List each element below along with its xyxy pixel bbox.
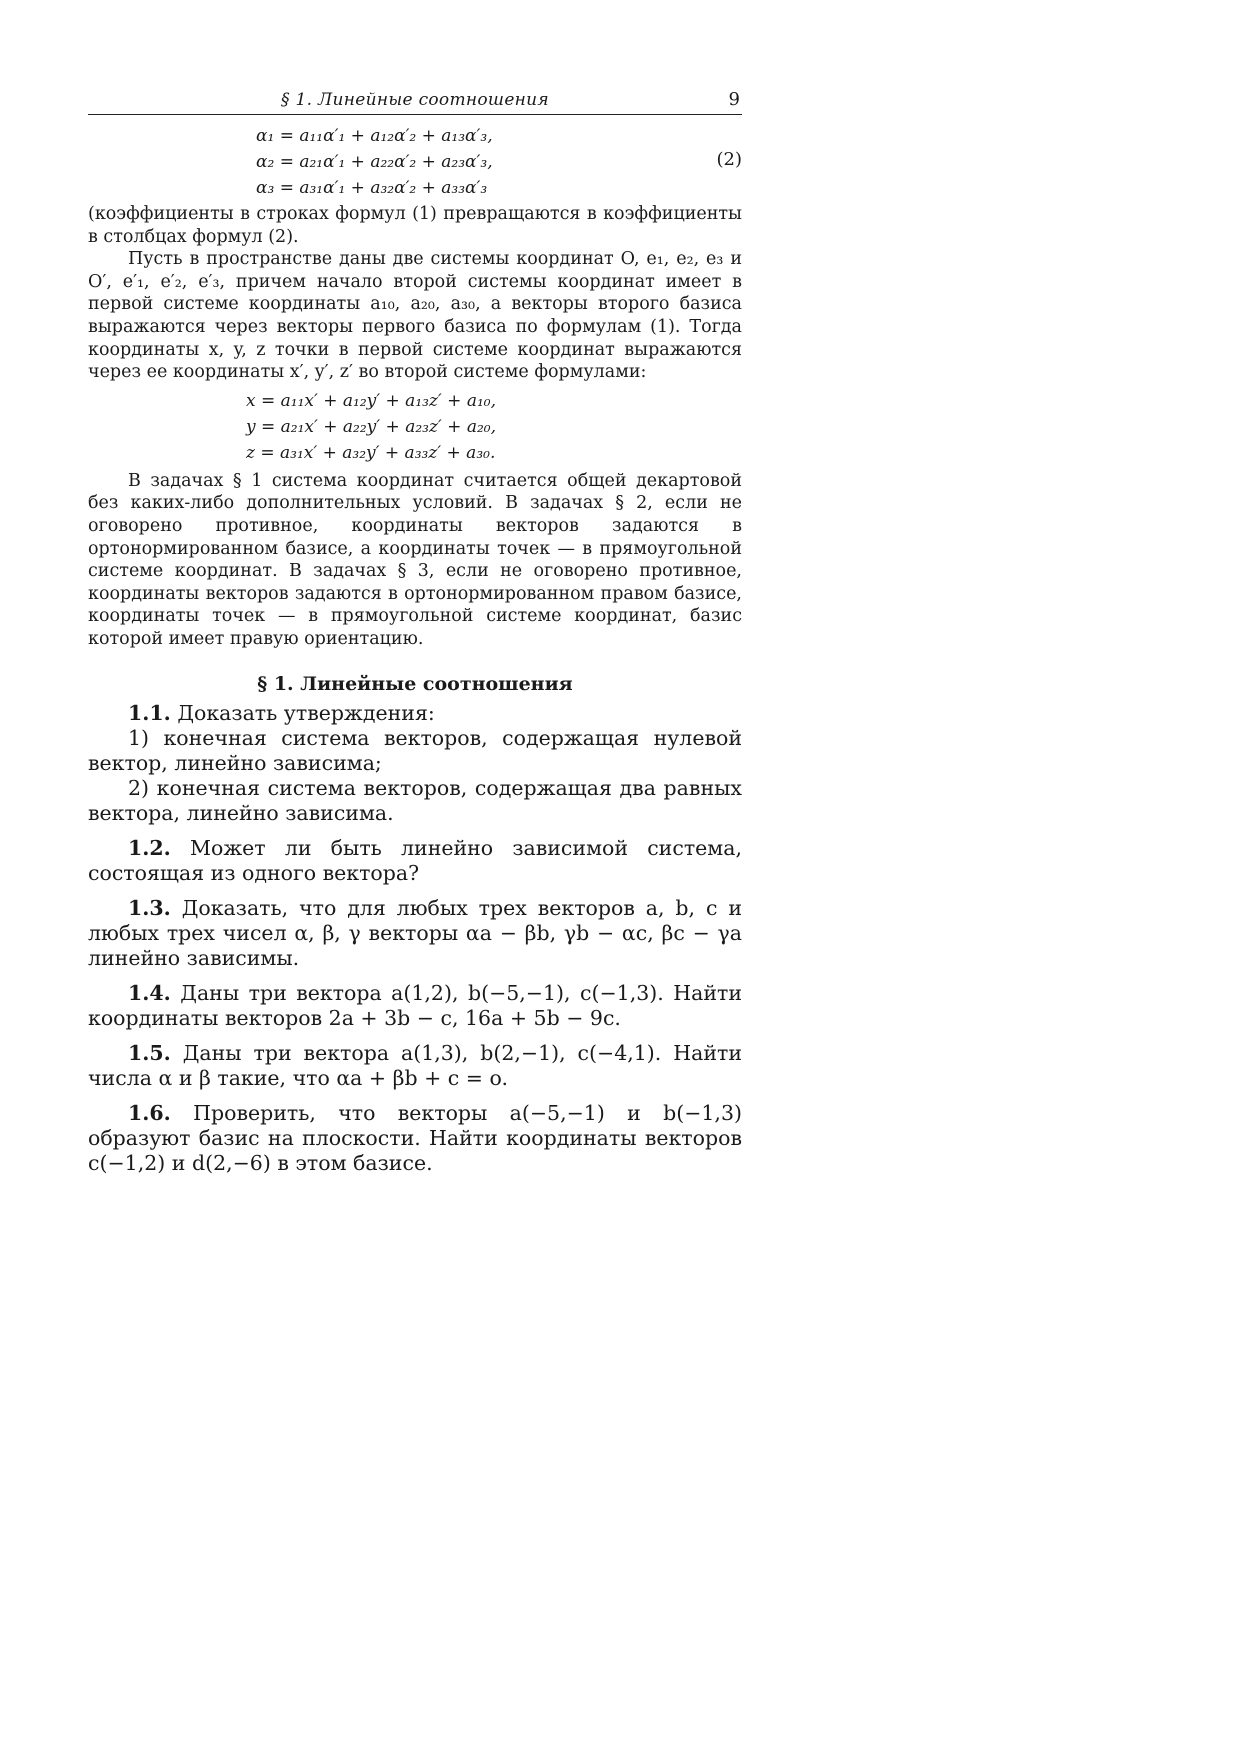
problem-number: 1.3. — [128, 895, 171, 920]
page-number: 9 — [728, 89, 740, 110]
problem-1-item-1: 1) конечная система векторов, содержащая нулевой вектор, линейно зависима; — [88, 725, 742, 775]
section-heading: § 1. Линейные соотношения — [257, 672, 573, 695]
problem-list — [88, 701, 742, 1176]
formula-2-row: α₃ = a₃₁α′₁ + a₃₂α′₂ + a₃₃α′₃ — [256, 178, 488, 198]
paragraph: (коэффициенты в строках формул (1) превращаются в коэффициенты в столбцах формул (2). — [88, 204, 742, 247]
problem-6 — [88, 1101, 742, 1176]
formula-3 — [88, 388, 742, 466]
problem-1 — [88, 701, 742, 726]
problem-number: 1.2. — [128, 835, 171, 860]
formula-3-row: y = a₂₁x′ + a₂₂y′ + a₂₃z′ + a₂₀, — [246, 416, 497, 437]
formula-2 — [88, 123, 742, 201]
formula-3-row: x = a₁₁x′ + a₁₂y′ + a₁₃z′ + a₁₀, — [246, 390, 496, 411]
paragraph: В задачах § 1 система координат считается общей декартовой без каких-либо дополнительных условий. В задачах § 2, если не оговорено противное, координаты векторов задаются в ортонормированном базисе, а координаты точек — в прямоугольной системе координат. В задачах § 3, если не оговорено противное, координаты векторов задаются в ортонормированном правом базисе, координаты точек — в прямоугольной системе координат, базис которой имеет правую ориентацию. — [88, 470, 742, 649]
problem-text: Может ли быть линейно зависимой система, состоящая из одного вектора? — [88, 835, 742, 885]
paragraph: Пусть в пространстве даны две системы координат O, e₁, e₂, e₃ и O′, e′₁, e′₂, e′₃, причем начало второй системы координат имеет в первой системе координаты a₁₀, a₂₀, a₃₀, а векторы второго базиса выражаются через векторы первого базиса по формулам (1). Тогда координаты x, y, z точки в первой системе координат выражаются через ее координаты x′, y′, z′ во второй системе формулами: — [88, 249, 742, 383]
problem-text: Доказать, что для любых трех векторов a, b, c и любых трех чисел α, β, γ векторы αa − βb, γb − αc, βc − γa линейно зависимы. — [88, 895, 742, 970]
problem-4 — [88, 981, 742, 1031]
problem-text: Даны три вектора a(1,2), b(−5,−1), c(−1,3). Найти координаты векторов 2a + 3b − c, 16a + 5b − 9c. — [88, 980, 742, 1030]
running-title: § 1. Линейные соотношения — [281, 90, 549, 110]
problem-3 — [88, 896, 742, 971]
formula-2-row: α₁ = a₁₁α′₁ + a₁₂α′₂ + a₁₃α′₃, — [256, 126, 493, 146]
problem-text: Проверить, что векторы a(−5,−1) и b(−1,3) образуют базис на плоскости. Найти координаты векторов c(−1,2) и d(2,−6) в этом базисе. — [88, 1100, 742, 1175]
formula-3-row: z = a₃₁x′ + a₃₂y′ + a₃₃z′ + a₃₀. — [246, 442, 496, 463]
problem-number: 1.6. — [128, 1100, 171, 1125]
problem-text: Даны три вектора a(1,3), b(2,−1), c(−4,1). Найти числа α и β такие, что αa + βb + c = o. — [88, 1040, 742, 1090]
problem-5 — [88, 1041, 742, 1091]
problem-number: 1.4. — [128, 980, 171, 1005]
problem-number: 1.5. — [128, 1040, 171, 1065]
formula-2-row: α₂ = a₂₁α′₁ + a₂₂α′₂ + a₂₃α′₃, — [256, 152, 493, 172]
running-header — [88, 88, 742, 115]
problem-1-item-2: 2) конечная система векторов, содержащая два равных вектора, линейно зависима. — [88, 775, 742, 825]
formula-2-tag: (2) — [716, 149, 742, 170]
problem-number: 1.1. — [128, 700, 171, 725]
problem-text: Доказать утверждения: — [177, 700, 435, 725]
page — [88, 88, 742, 1176]
problem-2 — [88, 836, 742, 886]
